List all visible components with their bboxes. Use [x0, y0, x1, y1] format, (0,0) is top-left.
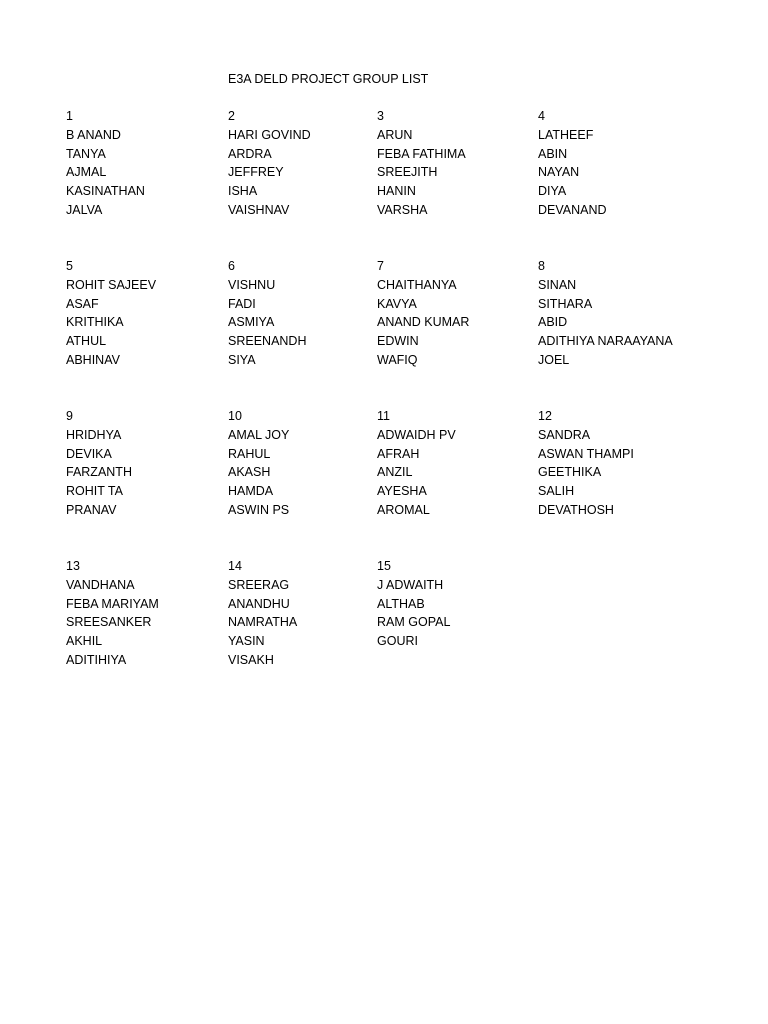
group-number: 14 — [228, 559, 242, 573]
group-member: SREESANKER — [66, 615, 152, 630]
group-member: KASINATHAN — [66, 184, 145, 199]
group-member: GEETHIKA — [538, 465, 602, 480]
group-number: 8 — [538, 259, 545, 273]
group-member: HANIN — [377, 184, 416, 199]
group-member: SREERAG — [228, 577, 290, 592]
group-member: ROHIT TA — [66, 484, 123, 499]
group-member: DEVIKA — [66, 446, 112, 461]
group-member: FARZANTH — [66, 465, 132, 480]
group-member: ANANDHU — [228, 596, 290, 611]
group-number: 15 — [377, 559, 391, 573]
group-7 — [377, 257, 537, 370]
group-member: ROHIT SAJEEV — [66, 277, 157, 292]
group-member: EDWIN — [377, 334, 419, 349]
group-member: ANZIL — [377, 465, 413, 480]
group-member: CHAITHANYA — [377, 277, 457, 292]
group-member: SINAN — [538, 277, 577, 292]
group-member: FADI — [228, 296, 256, 311]
group-member: B ANAND — [66, 127, 121, 142]
group-member: ANAND KUMAR — [377, 315, 470, 330]
group-member: SIYA — [228, 352, 256, 367]
group-member: VISHNU — [228, 277, 276, 292]
group-member: ALTHAB — [377, 596, 425, 611]
group-member: HARI GOVIND — [228, 127, 311, 142]
group-member: SANDRA — [538, 427, 591, 442]
group-number: 10 — [228, 409, 242, 423]
group-member: ABHINAV — [66, 352, 120, 367]
group-member: ARUN — [377, 127, 413, 142]
group-member: ISHA — [228, 184, 258, 199]
group-member: AYESHA — [377, 484, 427, 499]
group-number: 12 — [538, 409, 552, 423]
group-2 — [228, 107, 388, 220]
group-member: JEFFREY — [228, 165, 284, 180]
group-member: VANDHANA — [66, 577, 135, 592]
group-12 — [538, 407, 698, 520]
group-member: ABIN — [538, 146, 568, 161]
group-member: SITHARA — [538, 296, 593, 311]
group-15 — [377, 557, 537, 651]
group-member: ADITIHIYA — [66, 652, 127, 667]
group-member: SREEJITH — [377, 165, 438, 180]
group-4 — [538, 107, 698, 220]
group-member: DEVATHOSH — [538, 502, 614, 517]
group-member: AKHIL — [66, 634, 103, 649]
group-member: SALIH — [538, 484, 575, 499]
group-member: HRIDHYA — [66, 427, 122, 442]
group-member: ABID — [538, 315, 568, 330]
group-member: NAMRATHA — [228, 615, 298, 630]
group-number: 5 — [66, 259, 73, 273]
group-9 — [66, 407, 226, 520]
group-number: 3 — [377, 109, 384, 123]
group-member: ASWAN THAMPI — [538, 446, 634, 461]
group-member: ADWAIDH PV — [377, 427, 456, 442]
group-member: WAFIQ — [377, 352, 418, 367]
group-number: 9 — [66, 409, 73, 423]
group-10 — [228, 407, 388, 520]
group-member: NAYAN — [538, 165, 580, 180]
group-number: 2 — [228, 109, 235, 123]
group-member: TANYA — [66, 146, 106, 161]
group-member: HAMDA — [228, 484, 274, 499]
group-member: J ADWAITH — [377, 577, 444, 592]
group-member: JOEL — [538, 352, 570, 367]
group-member: FEBA FATHIMA — [377, 146, 466, 161]
group-member: DEVANAND — [538, 202, 607, 217]
group-member: ASMIYA — [228, 315, 275, 330]
group-member: SREENANDH — [228, 334, 307, 349]
group-5 — [66, 257, 226, 370]
group-member: VISAKH — [228, 652, 274, 667]
group-member: KRITHIKA — [66, 315, 124, 330]
group-number: 13 — [66, 559, 80, 573]
group-member: LATHEEF — [538, 127, 594, 142]
group-member: ATHUL — [66, 334, 107, 349]
group-member: AROMAL — [377, 502, 430, 517]
group-number: 4 — [538, 109, 545, 123]
group-member: PRANAV — [66, 502, 117, 517]
group-number: 1 — [66, 109, 73, 123]
document-title: E3A DELD PROJECT GROUP LIST — [228, 72, 429, 86]
group-member: ADITHIYA NARAAYANA — [538, 334, 673, 349]
group-6 — [228, 257, 388, 370]
group-member: VARSHA — [377, 202, 428, 217]
group-14 — [228, 557, 388, 670]
group-number: 11 — [377, 409, 390, 423]
group-11 — [377, 407, 537, 520]
group-number: 7 — [377, 259, 384, 273]
group-member: KAVYA — [377, 296, 417, 311]
group-member: AFRAH — [377, 446, 420, 461]
group-member: AKASH — [228, 465, 271, 480]
group-member: JALVA — [66, 202, 103, 217]
group-member: VAISHNAV — [228, 202, 290, 217]
group-member: GOURI — [377, 634, 418, 649]
group-8 — [538, 257, 698, 370]
group-member: FEBA MARIYAM — [66, 596, 159, 611]
group-member: AJMAL — [66, 165, 107, 180]
group-member: AMAL JOY — [228, 427, 290, 442]
group-member: ASWIN PS — [228, 502, 290, 517]
group-member: ASAF — [66, 296, 99, 311]
group-1 — [66, 107, 226, 220]
group-member: RAHUL — [228, 446, 271, 461]
group-number: 6 — [228, 259, 235, 273]
group-3 — [377, 107, 537, 220]
group-member: DIYA — [538, 184, 567, 199]
group-member: ARDRA — [228, 146, 272, 161]
group-13 — [66, 557, 226, 670]
group-member: YASIN — [228, 634, 265, 649]
group-member: RAM GOPAL — [377, 615, 451, 630]
